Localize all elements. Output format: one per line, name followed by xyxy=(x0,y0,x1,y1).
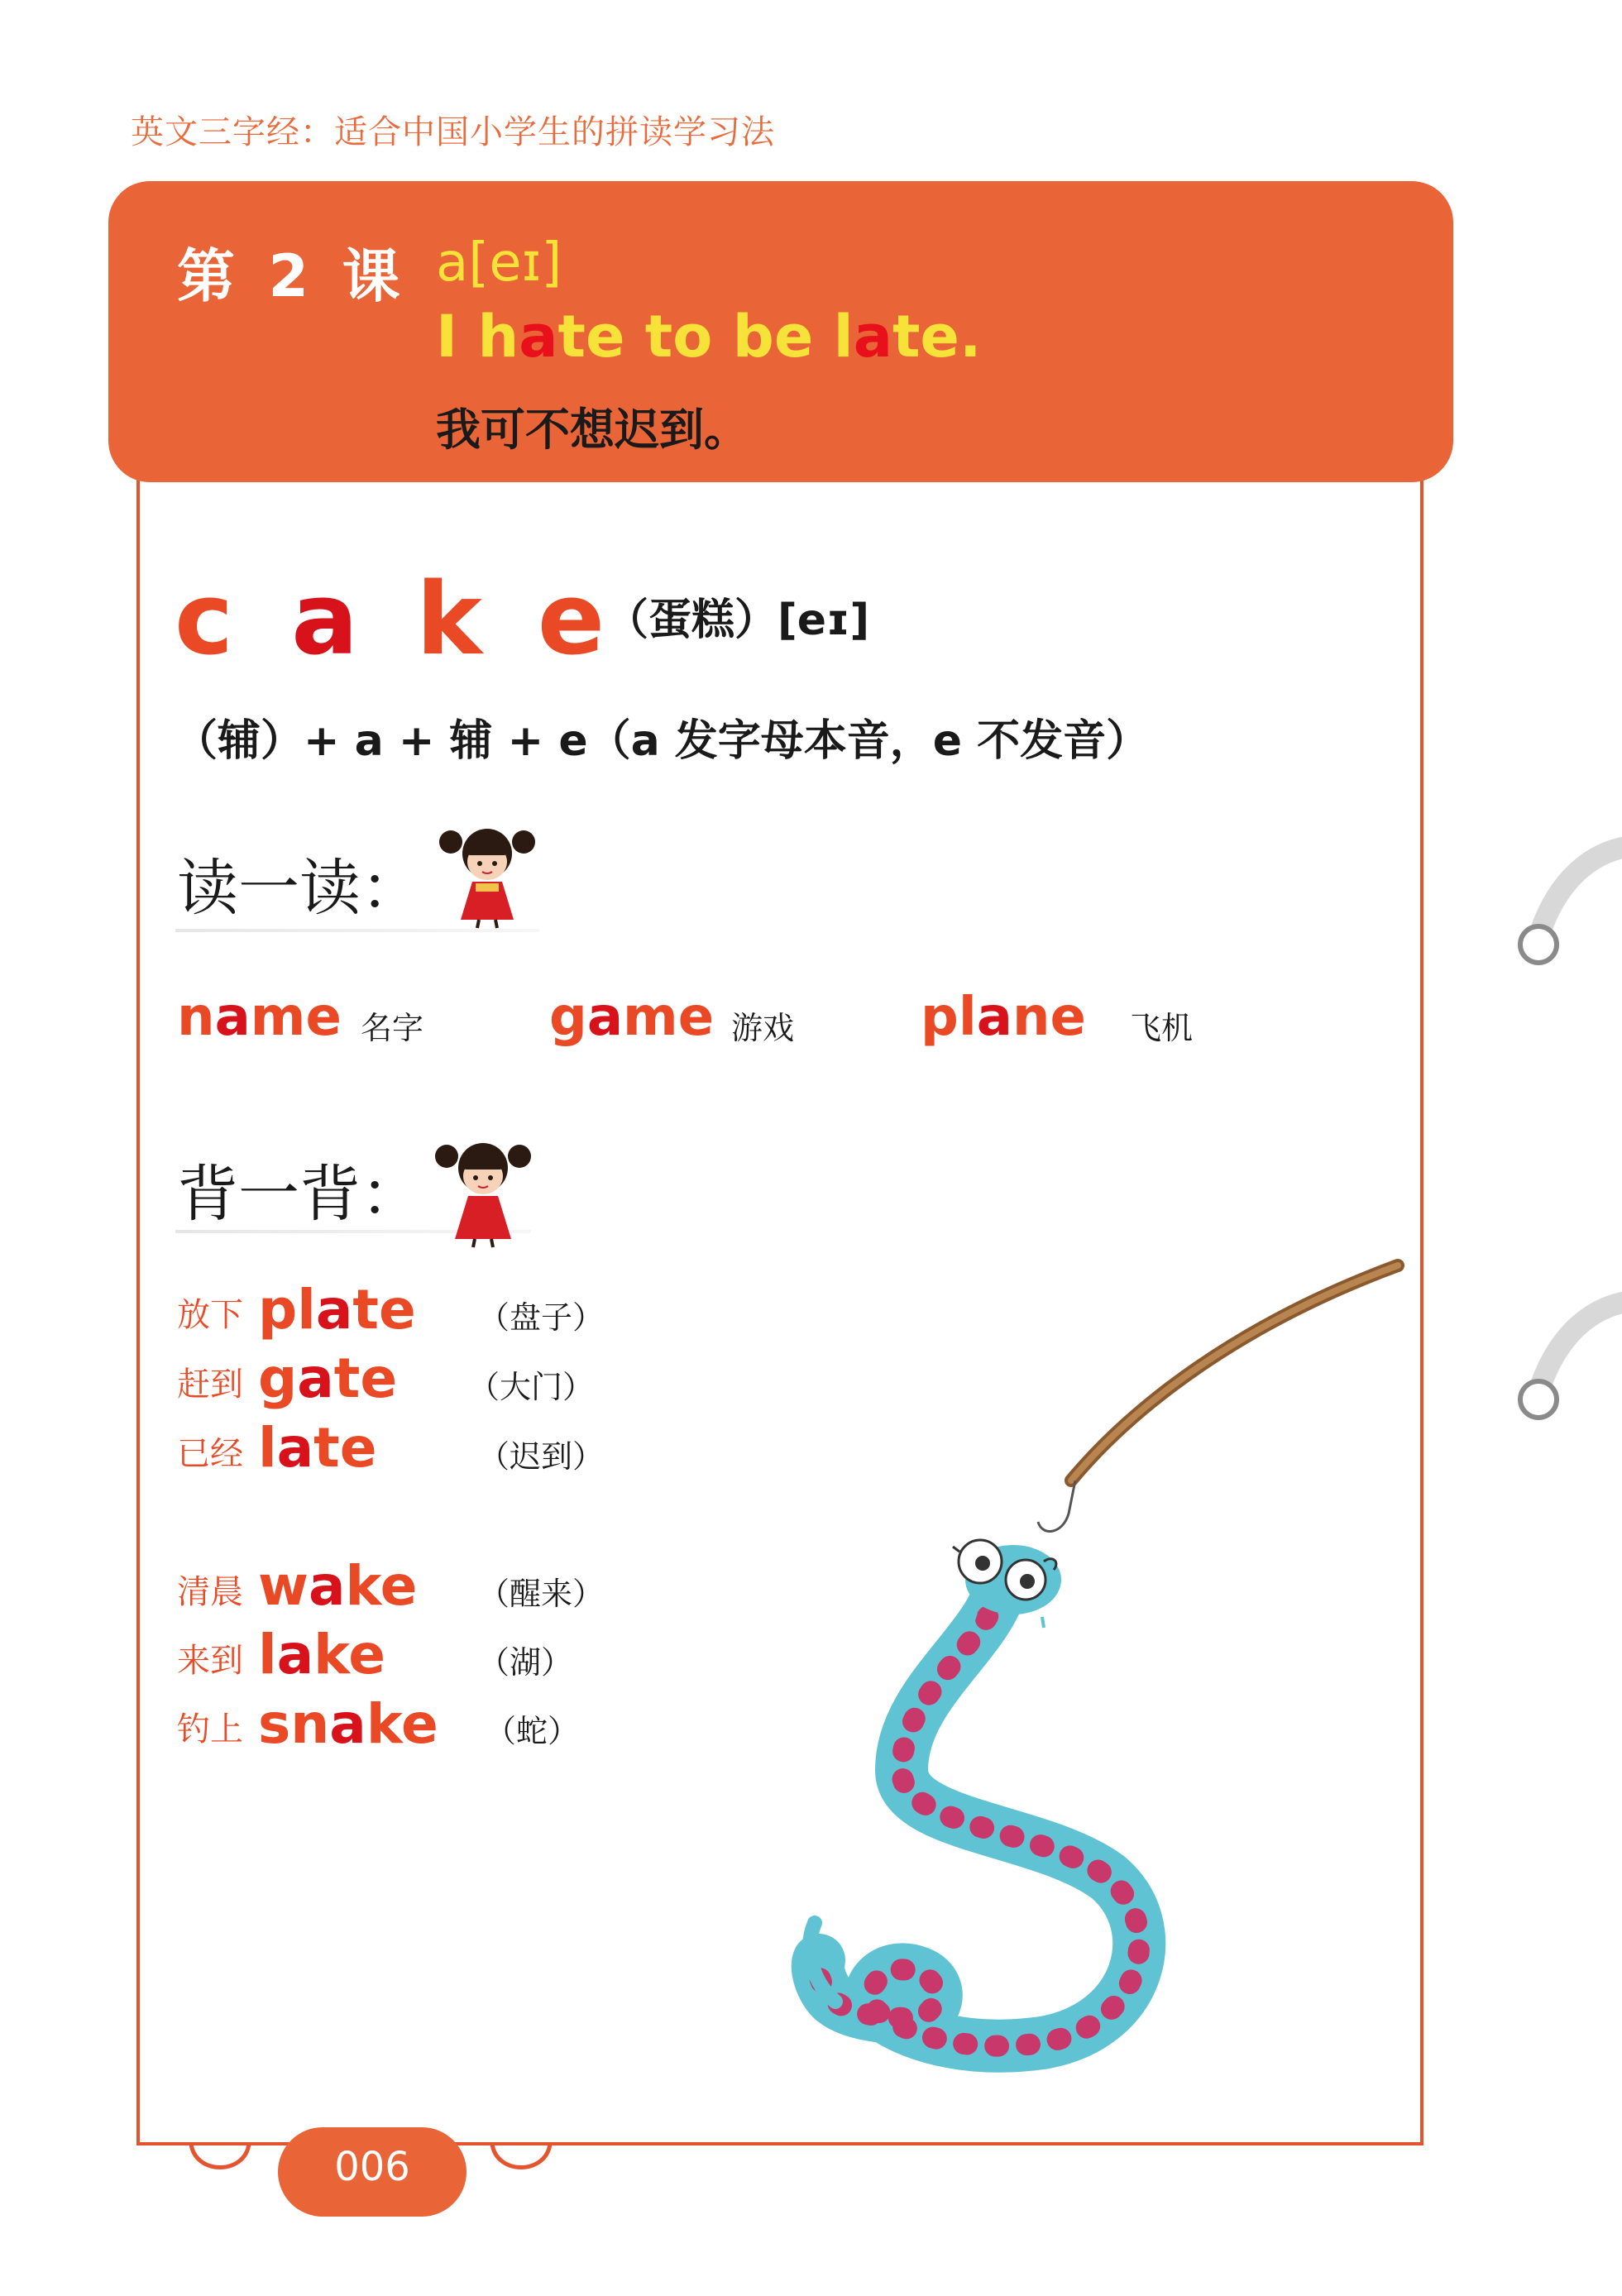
lesson-sentence: I hate to be late. xyxy=(436,303,982,371)
lesson-number: 第 2 课 xyxy=(177,242,407,310)
lesson-sentence-translation: 我可不想迟到。 xyxy=(436,404,749,456)
page-number: 006 xyxy=(278,2127,467,2217)
read-word-name: name xyxy=(177,987,342,1048)
recite-meaning: （迟到） xyxy=(478,1438,605,1475)
recite-prefix: 来到 xyxy=(177,1642,243,1680)
recite-word-wake: wake xyxy=(258,1554,418,1618)
read-word-game: game xyxy=(549,987,715,1048)
recite-meaning: （大门） xyxy=(468,1369,595,1405)
recite-prefix: 放下 xyxy=(177,1296,243,1334)
read-word-name-meaning: 名字 xyxy=(361,1010,424,1046)
girl-icon xyxy=(434,819,540,930)
page-tab-loop-icon xyxy=(488,2142,562,2175)
recite-word-plate: plate xyxy=(258,1278,416,1342)
read-word-plane: plane xyxy=(921,987,1086,1048)
spelling-rule: （辅）+ a + 辅 + e（a 发字母本音，e 不发音） xyxy=(175,716,1150,766)
recite-prefix: 赶到 xyxy=(177,1366,243,1404)
read-word-plane-meaning: 飞机 xyxy=(1130,1010,1194,1046)
lesson-phonetic: a[eɪ] xyxy=(436,232,562,294)
binder-ring-icon xyxy=(1504,835,1622,976)
section-read-title: 读一读： xyxy=(177,853,422,924)
key-word: cake xyxy=(175,562,663,677)
binder-ring-icon xyxy=(1504,1290,1622,1431)
recite-meaning: （醒来） xyxy=(478,1576,605,1612)
key-word-definition: （蛋糕）[eɪ] xyxy=(605,596,870,645)
section-recite-title: 背一背： xyxy=(177,1159,422,1230)
recite-prefix: 已经 xyxy=(177,1435,243,1473)
recite-meaning: （湖） xyxy=(478,1644,573,1681)
recite-word-gate: gate xyxy=(258,1347,398,1410)
recite-word-late: late xyxy=(258,1416,377,1480)
snake-on-fishing-rod-illustration xyxy=(778,1232,1406,2109)
recite-prefix: 钓上 xyxy=(177,1710,243,1748)
book-title: 英文三字经：适合中国小学生的拼读学习法 xyxy=(131,113,775,151)
page-tab-loop-icon xyxy=(187,2142,278,2175)
recite-word-snake: snake xyxy=(258,1692,438,1756)
recite-meaning: （蛇） xyxy=(485,1713,580,1749)
recite-meaning: （盘子） xyxy=(478,1299,605,1336)
recite-word-lake: lake xyxy=(258,1623,386,1686)
girl-icon xyxy=(430,1133,536,1249)
read-word-game-meaning: 游戏 xyxy=(731,1010,795,1046)
recite-prefix: 清晨 xyxy=(177,1573,243,1611)
